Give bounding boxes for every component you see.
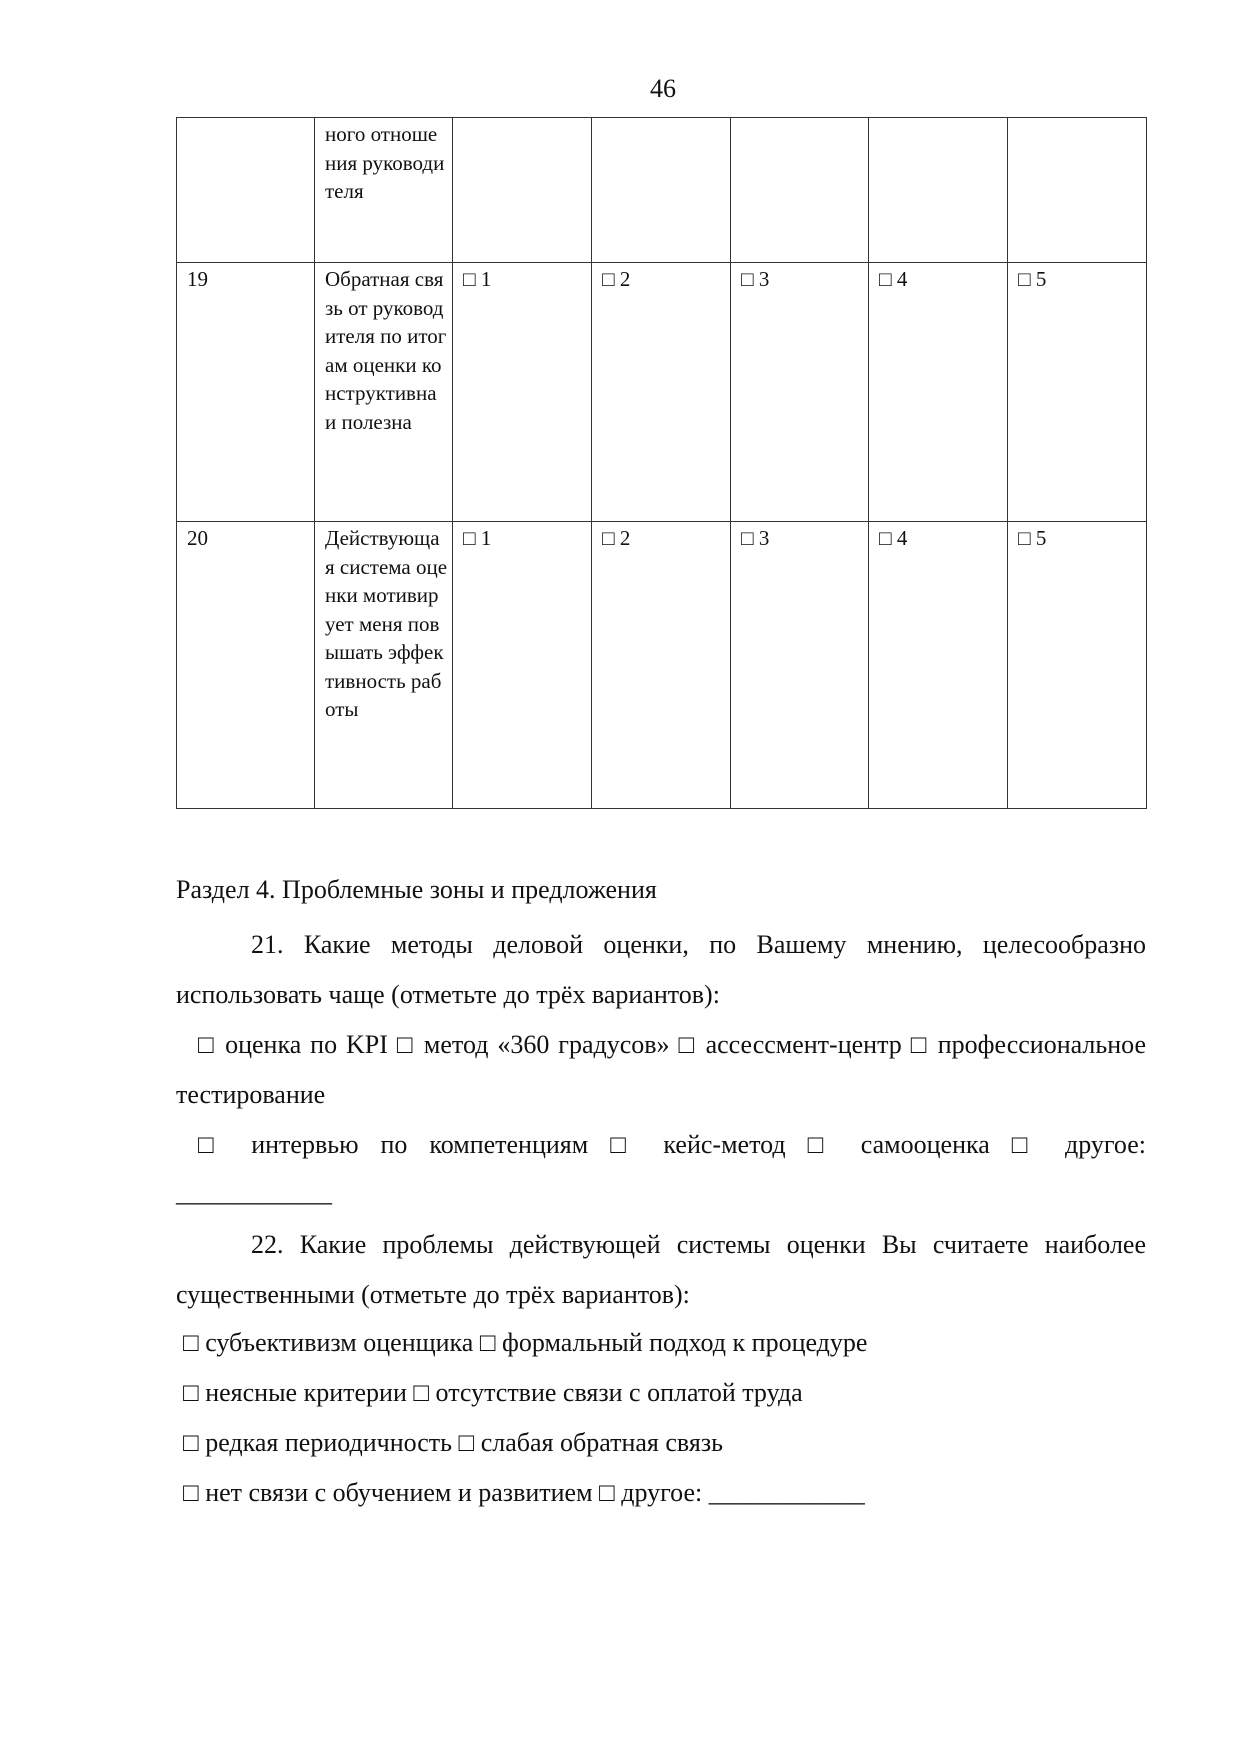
rating-option-3[interactable]: □ 3 [731, 522, 869, 809]
table-row [177, 522, 1147, 809]
row-number [177, 118, 315, 263]
row-statement: Действующая система оценки мотивирует меня повышать эффективность работы [315, 522, 453, 809]
row-number: 20 [177, 522, 315, 809]
question-22-option-line[interactable]: □ нет связи с обучением и развитием □ другое: ____________ [183, 1478, 865, 1507]
question-22-text: 22. Какие проблемы действующей системы оценки Вы считаете наиболее существенными (отметьте до трёх вариантов): [176, 1230, 1146, 1309]
rating-table [176, 117, 1147, 809]
rating-option-5[interactable]: □ 5 [1008, 522, 1147, 809]
question-21-options[interactable]: □ интервью по компетенциям □ кейс-метод □ самооценка □ другое: [198, 1130, 1146, 1159]
rating-option-3 [731, 118, 869, 263]
table-row [177, 118, 1147, 263]
question-21-text: 21. Какие методы деловой оценки, по Вашему мнению, целесообразно использовать чаще (отметьте до трёх вариантов): [176, 930, 1146, 1009]
rating-option-4[interactable]: □ 4 [869, 522, 1008, 809]
row-number: 19 [177, 263, 315, 522]
other-answer-blank[interactable]: ____________ [176, 1178, 332, 1207]
question-22-option-line[interactable]: □ неясные критерии □ отсутствие связи с оплатой труда [183, 1378, 803, 1407]
section-title: Раздел 4. Проблемные зоны и предложения [176, 875, 657, 904]
rating-option-1 [453, 118, 592, 263]
question-22-option-line[interactable]: □ редкая периодичность □ слабая обратная связь [183, 1428, 723, 1457]
rating-option-2[interactable]: □ 2 [592, 263, 731, 522]
rating-option-2 [592, 118, 731, 263]
rating-option-2[interactable]: □ 2 [592, 522, 731, 809]
question-21-options[interactable]: □ оценка по KPI □ метод «360 градусов» □ ассессмент-центр □ профессиональное тестирование [176, 1030, 1146, 1109]
table-row [177, 263, 1147, 522]
rating-option-4 [869, 118, 1008, 263]
rating-option-5 [1008, 118, 1147, 263]
rating-option-4[interactable]: □ 4 [869, 263, 1008, 522]
question-22-option-line[interactable]: □ субъективизм оценщика □ формальный подход к процедуре [183, 1328, 868, 1357]
page-number: 46 [650, 74, 676, 103]
row-statement: Обратная связь от руководителя по итогам оценки конструктивна и полезна [315, 263, 453, 522]
row-statement: ного отношения руководителя [315, 118, 453, 263]
rating-option-3[interactable]: □ 3 [731, 263, 869, 522]
rating-option-1[interactable]: □ 1 [453, 522, 592, 809]
rating-option-1[interactable]: □ 1 [453, 263, 592, 522]
rating-option-5[interactable]: □ 5 [1008, 263, 1147, 522]
